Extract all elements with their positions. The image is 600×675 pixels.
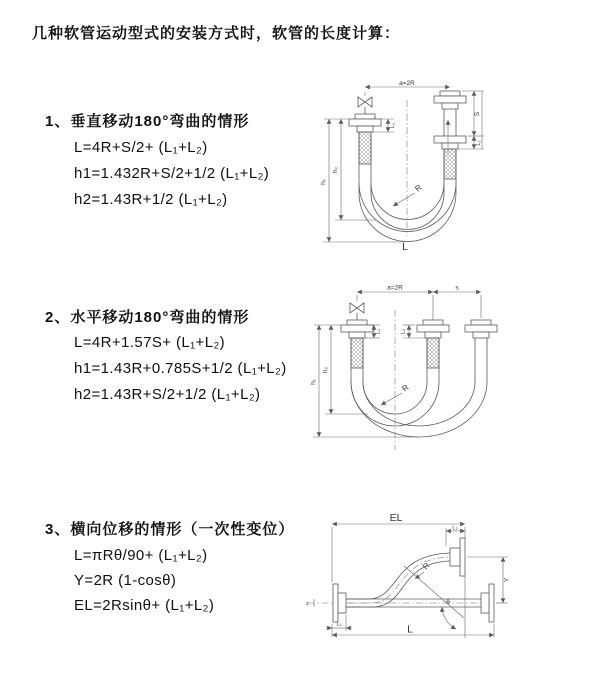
hose-braid-middle — [427, 338, 439, 368]
dim-label-theta: θ — [446, 599, 450, 606]
dim-label-y: Y — [503, 577, 511, 583]
section-1-heading: 1、垂直移动180°弯曲的情形 — [45, 113, 250, 130]
page-title: 几种软管运动型式的安装方式时，软管的长度计算： — [32, 25, 401, 42]
formula-l: L=4R+1.57S+ (L₁+L₂) — [74, 334, 226, 351]
flange-left — [349, 114, 381, 132]
dim-label-el: EL — [389, 512, 403, 524]
dim-label-r: R — [400, 382, 411, 394]
dim-label-a2r: a=2R — [387, 284, 403, 292]
hose-braid-left — [359, 132, 371, 164]
diagram-vertical-180-bend — [316, 78, 506, 253]
dim-label-l: L — [402, 241, 408, 253]
section-2-heading: 2、水平移动180°弯曲的情形 — [45, 309, 250, 326]
formula-h2: h2=1.43R+1/2 (L₁+L₂) — [74, 191, 228, 208]
hose-u-bend — [359, 183, 456, 242]
formula-y: Y=2R (1-cosθ) — [74, 572, 177, 589]
valve-icon — [358, 97, 372, 114]
formula-h1: h1=1.43R+0.785S+1/2 (L₁+L₂) — [74, 360, 287, 377]
dim-label-l: L — [407, 623, 413, 636]
diagram-horizontal-180-bend — [306, 282, 541, 457]
flange-left — [333, 584, 346, 622]
flange-upper-displaced — [450, 538, 465, 576]
dim-label-l1: L₁ — [375, 329, 382, 334]
flange-right-moved — [465, 320, 497, 338]
section-3-heading: 3、横向位移的情形（一次性变位） — [45, 521, 295, 538]
valve-icon — [350, 303, 364, 320]
dim-label-s: s — [455, 284, 459, 292]
flange-right-upper — [434, 91, 466, 109]
flange-left — [341, 320, 373, 338]
diagram-lateral-displacement — [296, 498, 596, 648]
dim-label-l1: L₁ — [336, 621, 342, 628]
dim-label-l1: L₁ — [390, 123, 396, 128]
dim-label-h2: h₂ — [332, 166, 339, 174]
formula-l: L=πRθ/90+ (L₁+L₂) — [74, 547, 208, 564]
formula-el: EL=2Rsinθ+ (L₁+L₂) — [74, 597, 215, 614]
formula-h2: h2=1.43R+S/2+1/2 (L₁+L₂) — [74, 386, 261, 403]
dim-label-s: S — [474, 111, 481, 117]
angle-arc — [442, 607, 456, 629]
dim-label-l2: L₂ — [452, 525, 458, 532]
radius-leader — [415, 572, 424, 579]
flange-middle — [417, 320, 449, 338]
radius-leader — [381, 393, 402, 405]
formula-h1: h1=1.432R+S/2+1/2 (L₁+L₂) — [74, 165, 270, 182]
hose-u-bend — [351, 382, 487, 437]
dim-label-h2: h₂ — [322, 366, 329, 374]
dim-label-r: R — [413, 182, 424, 194]
formula-l: L=4R+S/2+ (L₁+L₂) — [74, 139, 208, 156]
radius-line — [404, 566, 464, 618]
hose-braid-left — [351, 338, 363, 368]
dim-label-a2r: a=2R — [399, 80, 415, 87]
radius-leader — [393, 193, 415, 206]
dim-label-r: R — [421, 561, 432, 572]
hose-braid-right — [444, 149, 456, 179]
dim-label-h1: h₁ — [320, 179, 327, 185]
flange-right-lower — [434, 136, 466, 149]
dim-label-l2: L₂ — [476, 140, 482, 146]
flange-right-original — [481, 584, 494, 622]
dim-label-h1: h₁ — [310, 379, 317, 385]
dim-label-l2: L₂ — [400, 328, 407, 335]
dim-label-z: z — [306, 601, 309, 607]
